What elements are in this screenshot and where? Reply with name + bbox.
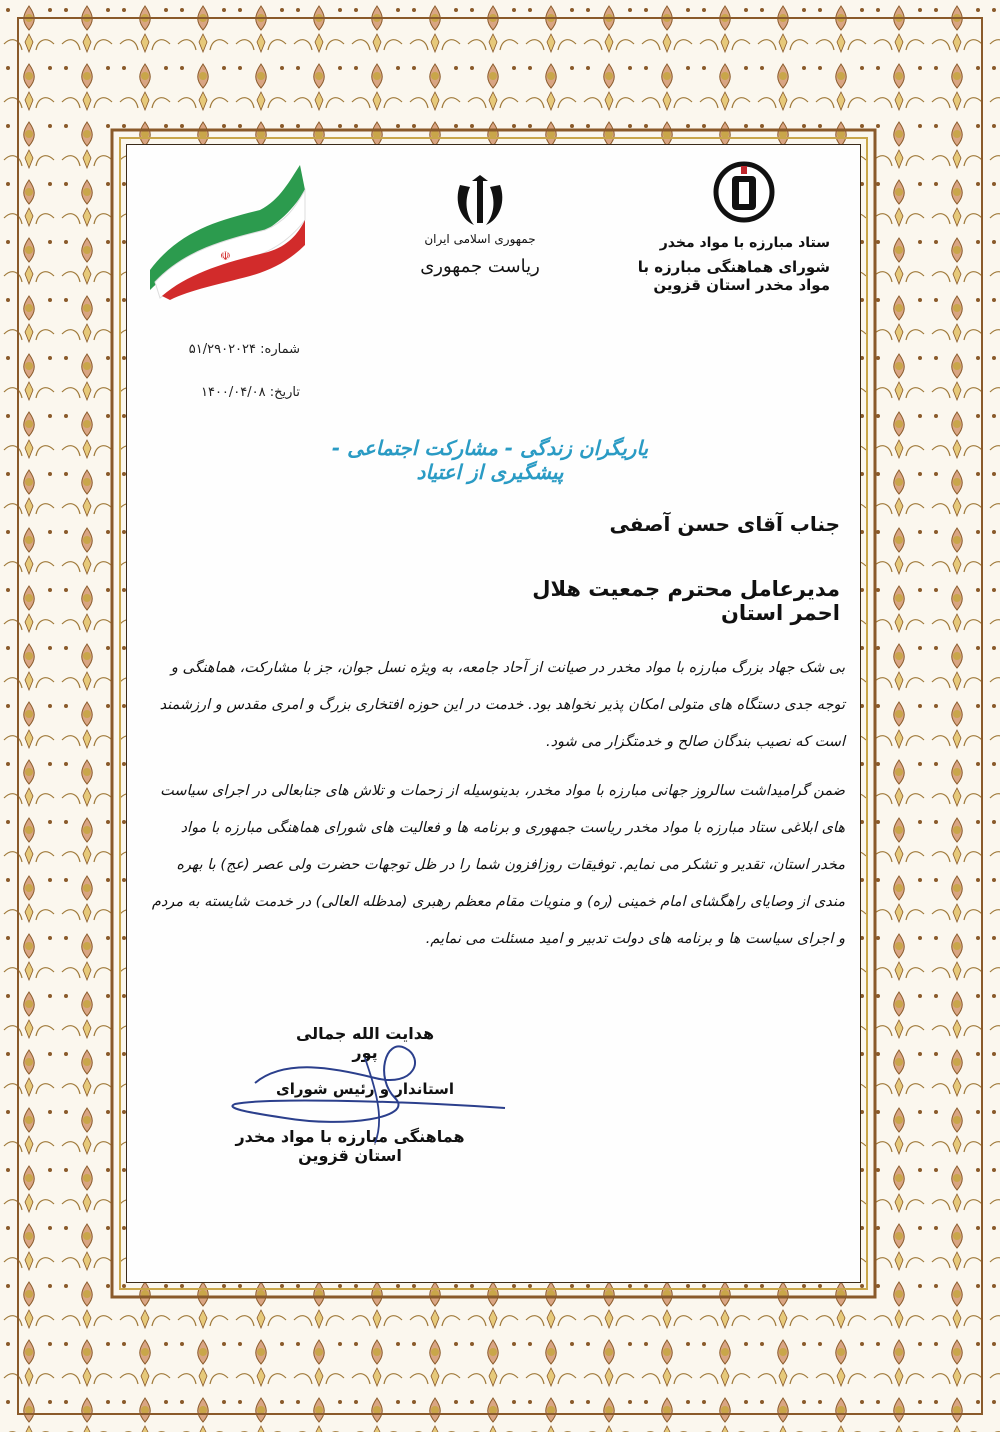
recipient-title: مدیرعامل محترم جمعیت هلال احمر استان xyxy=(532,577,840,625)
signatory-organization: هماهنگی مبارزه با مواد مخدر استان قزوین xyxy=(235,1127,465,1165)
drug-council-logo-icon xyxy=(712,160,776,224)
recipient-name: جناب آقای حسن آصفی xyxy=(609,512,840,536)
svg-text:☫: ☫ xyxy=(220,249,231,263)
handwritten-signature-icon xyxy=(225,1038,515,1148)
body-paragraph-1: بی شک جهاد بزرگ مبارزه با مواد مخدر در صیانت از آحاد جامعه، به ویژه نسل جوان، جز با مشارکت، هماهنگی و توجه جدی دستگاه های متولی امکان پذیر نخواهد بود. خدمت در این حوزه افتخاری بزرگ و امری مقدس و ارزشمند است که نصیب بندگان صالح و خدمتگزار می شود. xyxy=(159,660,845,750)
body-paragraph-2: ضمن گرامیداشت سالروز جهانی مبارزه با مواد مخدر، بدینوسیله از زحمات و تلاش های جنابعالی در اجرای سیاست های ابلاغی ستاد مبارزه با مواد مخدر ریاست جمهوری و برنامه ها و فعالیت های شورای هماهنگی مبارزه با مواد مخدر استان، تقدیر و تشکر می نمایم. توفیقات روزافزون شما را در ظل توجهات حضرت ولی عصر (عج) با بهره مندی از وصایای راهگشای امام خمینی (ره) و منویات مقام معظم رهبری (مدظله العالی) در خدمت شایسته به مردم و اجرای سیاست ها و برنامه های دولت تدبیر و امید مسئلت می نمایم. xyxy=(151,783,845,947)
republic-title: جمهوری اسلامی ایران xyxy=(424,232,536,246)
signatory-name: هدایت الله جمالی پور xyxy=(295,1024,435,1062)
document-number: شماره: ۵۱/۲۹۰۲۰۲۴ xyxy=(188,342,300,357)
council-title: ستاد مبارزه با مواد مخدر xyxy=(659,235,830,251)
document-date: تاریخ: ۱۴۰۰/۰۴/۰۸ xyxy=(200,385,300,400)
iran-emblem-icon xyxy=(452,175,508,229)
motto: یاریگران زندگی - مشارکت اجتماعی - پیشگیری از اعتیاد xyxy=(331,436,649,484)
council-subtitle: شورای هماهنگی مبارزه با مواد مخدر استان قزوین xyxy=(637,258,830,294)
iran-flag-ribbon-icon xyxy=(140,160,310,300)
presidency-title: ریاست جمهوری xyxy=(420,256,540,277)
signatory-role: استاندار و رئیس شورای xyxy=(276,1080,454,1098)
